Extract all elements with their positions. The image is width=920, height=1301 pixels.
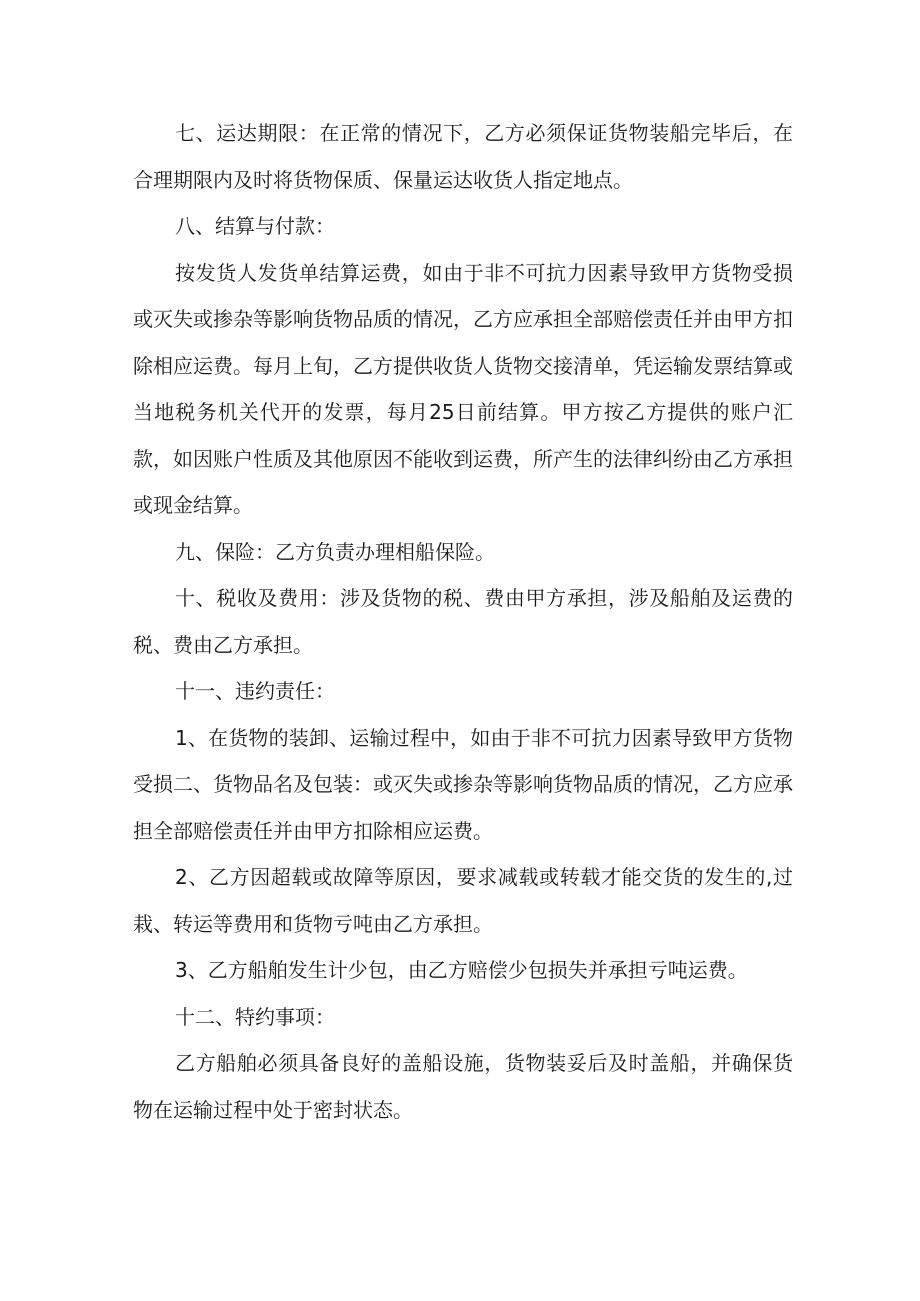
clause-11-item-2: 2、乙方因超载或故障等原因，要求减载或转载才能交货的发生的,过栽、转运等费用和货物亏吨由乙方承担。 <box>133 865 793 936</box>
clause-11-item-3: 3、乙方船舶发生计少包，由乙方赔偿少包损失并承担亏吨运费。 <box>175 958 748 982</box>
document-body <box>133 110 793 1133</box>
clause-12-heading-special-terms: 十二、特约事项： <box>175 1004 335 1029</box>
clause-11-heading-liability: 十一、违约责任： <box>175 679 335 703</box>
clause-12-special-terms-text: 乙方船舶必须具备良好的盖船设施，货物装妥后及时盖船，并确保货物在运输过程中处于密封状态。 <box>133 1051 793 1122</box>
clause-7-delivery-period: 七、运达期限：在正常的情况下，乙方必须保证货物装船完毕后，在合理期限内及时将货物保质、保量运达收货人指定地点。 <box>133 121 793 192</box>
clause-10-taxes-fees: 十、税收及费用：涉及货物的税、费由甲方承担，涉及船舶及运费的税、费由乙方承担。 <box>133 586 793 657</box>
clause-8-heading-settlement: 八、结算与付款： <box>175 214 335 238</box>
clause-11-item-1: 1、在货物的装卸、运输过程中，如由于非不可抗力因素导致甲方货物受损二、货物品名及包装：或灭失或掺杂等影响货物品质的情况，乙方应承担全部赔偿责任并由甲方扣除相应运费。 <box>133 725 793 843</box>
clause-8-settlement-text: 按发货人发货单结算运费，如由于非不可抗力因素导致甲方货物受损或灭失或掺杂等影响货物品质的情况，乙方应承担全部赔偿责任并由甲方扣除相应运费。每月上旬，乙方提供收货人货物交接清单，凭运输发票结算或当地税务机关代开的发票，每月25日前结算。甲方按乙方提供的账户汇款，如因账户性质及其他原因不能收到运费，所产生的法律纠纷由乙方承担或现金结算。 <box>133 260 793 517</box>
clause-9-insurance: 九、保险：乙方负责办理相船保险。 <box>175 539 495 564</box>
